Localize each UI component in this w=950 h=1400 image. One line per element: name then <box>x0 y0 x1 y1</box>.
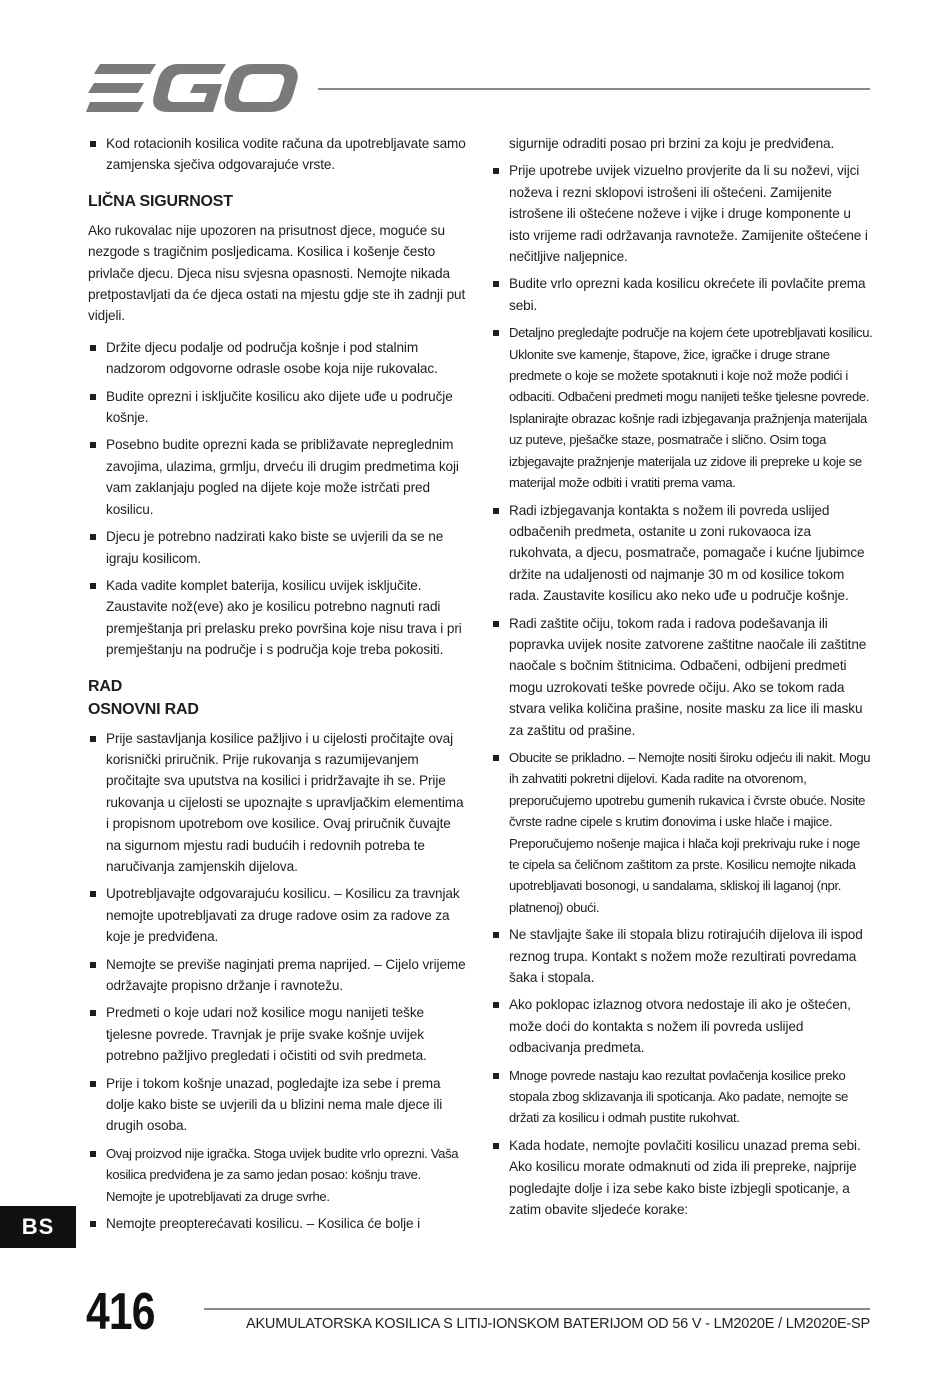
right-column <box>491 133 873 1227</box>
list-item: Nemojte se previše naginjati prema naprijed. – Cijelo vrijeme održavajte propisno držanje i ravnotežu. <box>88 954 466 997</box>
list-item: Prije i tokom košnje unazad, pogledajte iza sebe i prema dolje kako biste se uvjerili da u blizini nema male djece ili drugih osoba. <box>88 1073 466 1137</box>
personal-safety-paragraph: Ako rukovalac nije upozoren na prisutnost djece, moguće su nezgode s tragičnim posljedicama. Kosilica i košenje često privlače djecu. Djeca nisu svjesna opasnosti. Nemojte nikada pretpostavljati da će djeca ostati na mjestu gdje ste ih zadnji put vidjeli. <box>88 222 466 324</box>
header-rule <box>318 88 870 90</box>
list-item: Posebno budite oprezni kada se približavate nepreglednim zavojima, ulazima, grmlju, drveću ili drugim predmetima koji vam zaklanjaju pogled na dijete koje može istrčati pred kosilicu. <box>88 434 466 520</box>
list-item: Kada hodate, nemojte povlačiti kosilicu unazad prema sebi. Ako kosilicu morate odmaknuti od zida ili prepreke, najprije pogledajte dolje i iza sebe kako biste izbjegli spoticanje, a zatim obavite sljedeće korake: <box>491 1135 873 1221</box>
list-item: Ako poklopac izlaznog otvora nedostaje ili ako je oštećen, može doći do kontakta s nožem ili povreda uslijed odbacivanja predmeta. <box>491 994 873 1058</box>
list-item: Budite vrlo oprezni kada kosilicu okrećete ili povlačite prema sebi. <box>491 273 873 316</box>
list-item: Mnoge povrede nastaju kao rezultat povlačenja kosilice preko stopala zbog sklizavanja ili spoticanja. Ako padate, nemojte se držati za kosilicu i odmah pustite rukohvat. <box>491 1065 873 1129</box>
operation-heading: RAD <box>88 677 123 695</box>
list-item: Budite oprezni i isključite kosilicu ako dijete uđe u područje košnje. <box>88 386 466 429</box>
list-item: Nemojte preopterećavati kosilicu. – Kosilica će bolje i <box>88 1213 466 1234</box>
list-item: Predmeti o koje udari nož kosilice mogu nanijeti teške tjelesne povrede. Travnjak je prije svake košnje uvijek potrebno pažljivo pregledati i očistiti od svih predmeta. <box>88 1002 466 1066</box>
list-item: Ne stavljajte šake ili stopala blizu rotirajućih dijelova ili ispod reznog trupa. Kontakt s nožem može rezultirati povredama šaka i stopala. <box>491 924 873 988</box>
list-item: Kod rotacionih kosilica vodite računa da upotrebljavate samo zamjenska sječiva odgovarajuće vrste. <box>88 133 466 176</box>
list-item: Obucite se prikladno. – Nemojte nositi široku odjeću ili nakit. Mogu ih zahvatiti pokretni dijelovi. Kada radite na otvorenom, preporučujemo upotrebu gumenih rukavica i čvrste obuće. Nosite čvrste radne cipele s krutim đonovima i uske hlače i majice. Preporučujemo nošenje majica i hlača koji prekrivaju ruke i noge te cipela sa čeličnom zaštitom za prste. Kosilicu nemojte nikada upotrebljavati bosonogi, u sandalama, skliskoj ili laganoj (npr. platnenoj) obući. <box>491 747 873 918</box>
list-item: Djecu je potrebno nadzirati kako biste se uvjerili da se ne igraju kosilicom. <box>88 526 466 569</box>
personal-safety-bullet-list <box>88 337 466 661</box>
basic-operation-heading: OSNOVNI RAD <box>88 700 199 718</box>
personal-safety-heading: LIČNA SIGURNOST <box>88 192 233 210</box>
basic-operation-bullet-list <box>88 728 466 1235</box>
list-item: Držite djecu podalje od područja košnje i pod stalnim nadzorom odgovorne odrasle osobe koja nije rukovalac. <box>88 337 466 380</box>
ego-logo <box>86 62 298 114</box>
left-column <box>88 133 466 1240</box>
footer-title: AKUMULATORSKA KOSILICA S LITIJ-IONSKOM BATERIJOM OD 56 V - LM2020E / LM2020E-SP <box>245 1316 870 1332</box>
page-number: 416 <box>86 1283 155 1341</box>
list-item: Radi zaštite očiju, tokom rada i radova podešavanja ili popravka uvijek nosite zatvorene zaštitne naočale ili zaštitne naočale s bočnim štitnicima. Odbačeni, odbijeni predmeti mogu uzrokovati teške povrede očiju. Ako se tokom rada stvara velika količina prašine, nosite masku za lice ili masku za zaštitu od prašine. <box>491 613 873 741</box>
list-item: Radi izbjegavanja kontakta s nožem ili povreda uslijed odbačenih predmeta, ostanite u zoni rukovaoca iza rukohvata, a djecu, posmatrače, pomagače i kućne ljubimce držite na udaljenosti od najmanje 30 m od kosilice tokom rada. Zaustavite kosilicu ako neko uđe u područje košnje. <box>491 500 873 607</box>
list-item: Ovaj proizvod nije igračka. Stoga uvijek budite vrlo oprezni. Vaša kosilica predviđena je za samo jedan posao: košnju trave. Nemojte je upotrebljavati za druge svrhe. <box>88 1143 466 1207</box>
footer-rule <box>204 1308 870 1310</box>
list-item: Detaljno pregledajte područje na kojem ćete upotrebljavati kosilicu. Uklonite sve kamenje, štapove, žice, igračke i druge strane predmete o koje se možete spotaknuti i koje nož može podići i odbaciti. Odbačeni predmeti mogu nanijeti teške tjelesne povrede. Isplanirajte obrazac košnje radi izbjegavanja pražnjenja materijala uz puteve, pješačke staze, posmatrače i slično. Osim toga izbjegavajte pražnjenje materijala uz zidove ili prepreke u koje se materijal može odbiti i vratiti prema vama. <box>491 322 873 493</box>
right-bullet-list <box>491 160 873 1220</box>
list-item: Prije upotrebe uvijek vizuelno provjerite da li su noževi, vijci noževa i rezni sklopovi istrošeni ili oštećeni. Zamijenite istrošene ili oštećene noževe i vijke i druge komponente u isto vrijeme radi održavanja ravnoteže. Zamijenite oštećene i nečitljive naljepnice. <box>491 160 873 267</box>
continued-text: sigurnije odraditi posao pri brzini za koju je predviđena. <box>509 136 835 151</box>
intro-bullet-list <box>88 133 466 176</box>
list-item: Upotrebljavajte odgovarajuću kosilicu. – Kosilicu za travnjak nemojte upotrebljavati za druge radove osim za radove za koje je predviđena. <box>88 883 466 947</box>
language-tab: BS <box>0 1206 76 1248</box>
list-item: Prije sastavljanja kosilice pažljivo i u cijelosti pročitajte ovaj korisnički priručnik. Prije rukovanja s razumijevanjem pročitajte sva uputstva na kosilici i pridržavajte ih se. Prije rukovanja u cijelosti se upoznajte s upravljačkim elementima i propisnom upotrebom ove kosilice. Ovaj priručnik čuvajte na sigurnom mjestu radi budućih i redovnih potreba te naručivanja zamjenskih dijelova. <box>88 728 466 878</box>
list-item: Kada vadite komplet baterija, kosilicu uvijek isključite. Zaustavite nož(eve) ako je kosilicu potrebno nagnuti radi premještanja pri prelasku preko površina koje nisu trava i pri premještanju na područje i s područja koje treba pokositi. <box>88 575 466 661</box>
